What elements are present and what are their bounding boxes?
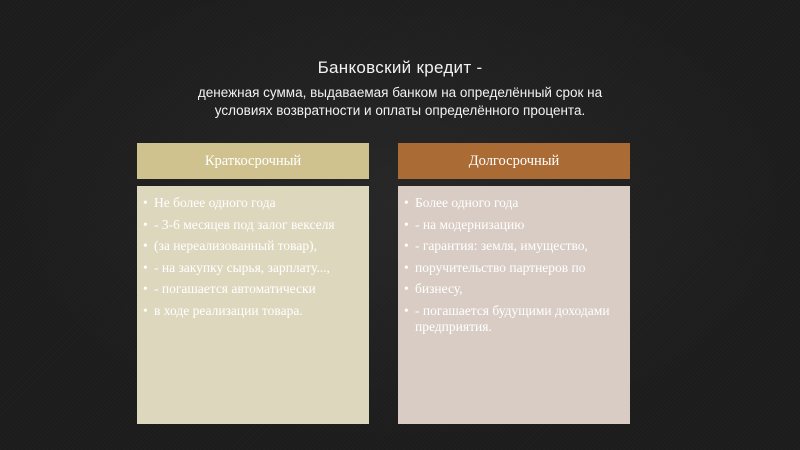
list-item [143, 238, 363, 255]
title-definition-line-1: денежная сумма, выдаваемая банком на определённый срок на [197, 85, 603, 100]
list-item [143, 281, 363, 298]
list-item-text: Более одного года [415, 195, 519, 210]
short-term-body [137, 186, 369, 424]
list-item [143, 260, 363, 277]
list-item [404, 281, 624, 298]
title-heading: Банковский кредит - [317, 58, 483, 77]
list-item [143, 303, 363, 320]
short-term-column [137, 143, 369, 424]
list-item-text: - погашается автоматически [154, 281, 316, 296]
bullet-dot-icon: • [143, 302, 148, 318]
list-item-text: (за нереализованный товар), [154, 238, 317, 253]
bullet-dot-icon: • [143, 238, 148, 253]
long-term-body [398, 186, 630, 424]
bullet-dot-icon: • [404, 216, 409, 232]
slide-title [0, 58, 800, 120]
list-item-text: - гарантия: земля, имущество, [415, 238, 588, 253]
list-item [404, 303, 624, 336]
list-item-text: - на закупку сырья, зарплату..., [154, 259, 330, 275]
list-item [404, 260, 624, 277]
bullet-dot-icon: • [143, 259, 148, 275]
list-item-text: в ходе реализации товара. [154, 302, 303, 318]
list-item-text: Не более одного года [154, 195, 276, 210]
list-item [404, 195, 624, 212]
long-term-header: Долгосрочный [398, 143, 630, 179]
list-item [143, 217, 363, 234]
long-term-column [398, 143, 630, 424]
list-item-text: поручительство партнеров по [415, 259, 586, 275]
list-item [404, 238, 624, 255]
list-item-text: - 3-6 месяцев под залог векселя [154, 216, 335, 232]
long-term-list [404, 195, 624, 336]
short-term-list [143, 195, 363, 319]
bullet-dot-icon: • [143, 216, 148, 232]
title-definition-line-2: условиях возвратности и оплаты определённого процента. [214, 103, 586, 118]
list-item-text: бизнесу, [415, 281, 463, 296]
bullet-dot-icon: • [404, 302, 409, 318]
bullet-dot-icon: • [143, 195, 148, 210]
list-item-text: - погашается будущими доходами предприятия. [415, 302, 610, 334]
bullet-dot-icon: • [404, 195, 409, 210]
short-term-header: Краткосрочный [137, 143, 369, 179]
list-item-text: - на модернизацию [415, 216, 525, 232]
bullet-dot-icon: • [143, 281, 148, 296]
bullet-dot-icon: • [404, 238, 409, 253]
list-item [143, 195, 363, 212]
bullet-dot-icon: • [404, 259, 409, 275]
list-item [404, 217, 624, 234]
bullet-dot-icon: • [404, 281, 409, 296]
